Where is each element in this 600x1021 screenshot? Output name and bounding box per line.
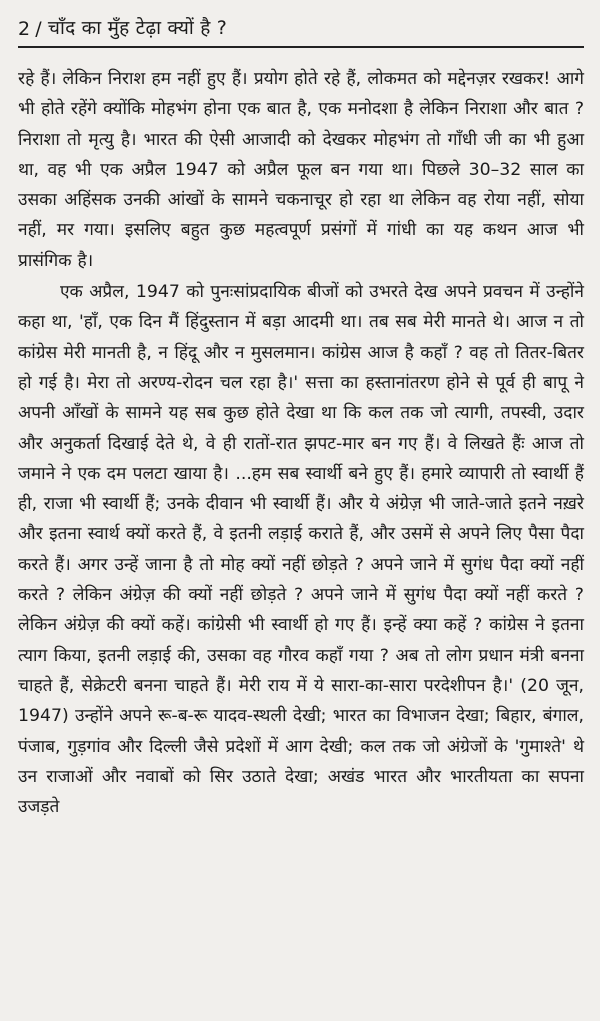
body-text [18, 64, 584, 822]
paragraph: एक अप्रैल, 1947 को पुनःसांप्रदायिक बीजों को उभरते देख अपने प्रवचन में उन्होंने कहा था, 'हाँ, एक दिन मैं हिंदुस्तान में बड़ा आदमी था। तब सब मेरी मानते थे। आज न तो कांग्रेस मेरी मानती है, न हिंदू और न मुसलमान। कांग्रेस आज है कहाँ ? वह तो तितर-बितर हो गई है। मेरा तो अरण्य-रोदन चल रहा है।' सत्ता का हस्तानांतरण होने से पूर्व ही बापू ने अपनी आँखों के सामने यह सब कुछ होते देखा था कि कल तक जो त्यागी, तपस्वी, उदार और अनुकर्ता दिखाई देते थे, वे ही रातों-रात झपट-मार बन गए हैं। वे लिखते हैंः आज तो जमाने ने एक दम पलटा खाया है। ...हम सब स्वार्थी बने हुए हैं। हमारे व्यापारी तो स्वार्थी हैं ही, राजा भी स्वार्थी हैं; उनके दीवान भी स्वार्थी हैं। और ये अंग्रेज़ भी जाते-जाते इतने नख़रे और इतना स्वार्थ क्यों करते हैं, वे इतनी लड़ाई कराते हैं, और उसमें से अपने लिए पैसा पैदा करते हैं। अगर उन्हें जाना है तो मोह क्यों नहीं छोड़ते ? अपने जाने में सुगंध पैदा क्यों नहीं करते ? लेकिन अंग्रेज़ की क्यों नहीं छोड़ते ? अपने जाने में सुगंध पैदा क्यों नहीं करते ? लेकिन अंग्रेज़ की क्यों कहें। कांग्रेसी भी स्वार्थी हो गए हैं। इन्हें क्या कहें ? कांग्रेस ने इतना त्याग किया, इतनी लड़ाई की, उसका वह गौरव कहाँ गया ? अब तो लोग प्रधान मंत्री बनना चाहते हैं, सेक्रेटरी बनना चाहते हैं। मेरी राय में ये सारा-का-सारा परदेशीपन है।' (20 जून, 1947) उन्होंने अपने रू-ब-रू यादव-स्थली देखी; भारत का विभाजन देखा; बिहार, बंगाल, पंजाब, गुड़गांव और दिल्ली जैसे प्रदेशों में आग देखी; कल तक जो अंग्रेजों के 'गुमाश्ते' थे उन राजाओं और नवाबों को सिर उठाते देखा; अखंड भारत और भारतीयता का सपना उजड़ते [18, 282, 584, 818]
chapter-title: चाँद का मुँह टेढ़ा क्यों है ? [47, 17, 228, 39]
page-number: 2 [18, 18, 31, 40]
paragraph: रहे हैं। लेकिन निराश हम नहीं हुए हैं। प्रयोग होते रहे हैं, लोकमत को मद्देनज़र रखकर! आगे भी होते रहेंगे क्योंकि मोहभंग होना एक बात है, एक मनोदशा है लेकिन निराशा और बात ? निराशा तो मृत्यु है। भारत की ऐसी आजादी को देखकर मोहभंग तो गाँधी जी का भी हुआ था, वह भी एक अप्रैल 1947 को अप्रैल फूल बन गया था। पिछले 30–32 साल का उसका अहिंसक उनकी आंखों के सामने चकनाचूर हो रहा था लेकिन वह रोया नहीं, सोया नहीं, मर गया। इसलिए बहुत कुछ महत्वपूर्ण प्रसंगों में गांधी का यह कथन आज भी प्रासंगिक है। [18, 69, 584, 271]
header-separator: / [35, 18, 42, 40]
running-header [18, 0, 584, 44]
header-rule [18, 46, 584, 48]
